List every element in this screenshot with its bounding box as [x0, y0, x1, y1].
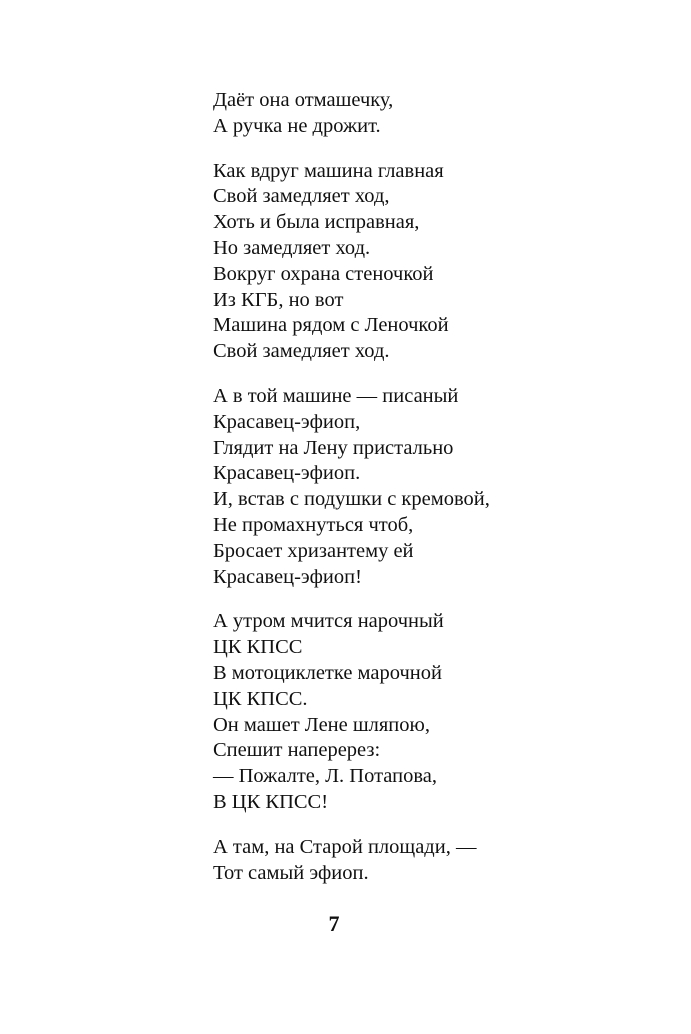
poem-line: ЦК КПСС.: [213, 687, 308, 710]
poem-line: Красавец-эфиоп,: [213, 410, 361, 433]
poem-line: Он машет Лене шляпою,: [213, 713, 430, 736]
poem-line: Но замедляет ход.: [213, 236, 371, 259]
poem-line: В ЦК КПСС!: [213, 790, 329, 813]
poem-line: Не промахнуться чтоб,: [213, 513, 414, 536]
page-number: 7: [328, 911, 340, 936]
poem-line: Хоть и была исправная,: [213, 211, 420, 234]
poem-line: Красавец-эфиоп!: [213, 565, 362, 588]
poem-line: А в той машине — писаный: [213, 384, 459, 407]
poem-line: А утром мчится нарочный: [213, 610, 444, 633]
stanza-4: [213, 609, 653, 815]
stanza-5: [213, 835, 653, 887]
poem-text: [213, 88, 653, 905]
poem-line: Глядит на Лену пристально: [213, 436, 454, 459]
stanza-1: [213, 88, 653, 140]
stanza-2: [213, 159, 653, 365]
poem-line: Как вдруг машина главная: [213, 159, 444, 182]
poem-line: Из КГБ, но вот: [213, 288, 344, 311]
poem-line: А там, на Старой площади, —: [213, 835, 477, 858]
poem-line: В мотоциклетке марочной: [213, 661, 442, 684]
stanza-3: [213, 384, 653, 590]
poem-line: И, встав с подушки с кремовой,: [213, 488, 490, 511]
poem-line: ЦК КПСС: [213, 636, 303, 659]
poem-line: Бросает хризантему ей: [213, 539, 414, 562]
poem-line: Свой замедляет ход,: [213, 185, 390, 208]
poem-line: Тот самый эфиоп.: [213, 861, 369, 884]
poem-line: Машина рядом с Леночкой: [213, 314, 449, 337]
poem-line: Красавец-эфиоп.: [213, 462, 361, 485]
poem-line: Вокруг охрана стеночкой: [213, 262, 434, 285]
poem-line: Спешит наперерез:: [213, 739, 381, 762]
poem-line: Свой замедляет ход.: [213, 340, 390, 363]
poem-line: Даёт она отмашечку,: [213, 89, 394, 111]
poem-line: — Пожалте, Л. Потапова,: [213, 765, 437, 788]
poem-line: А ручка не дрожит.: [213, 114, 381, 137]
